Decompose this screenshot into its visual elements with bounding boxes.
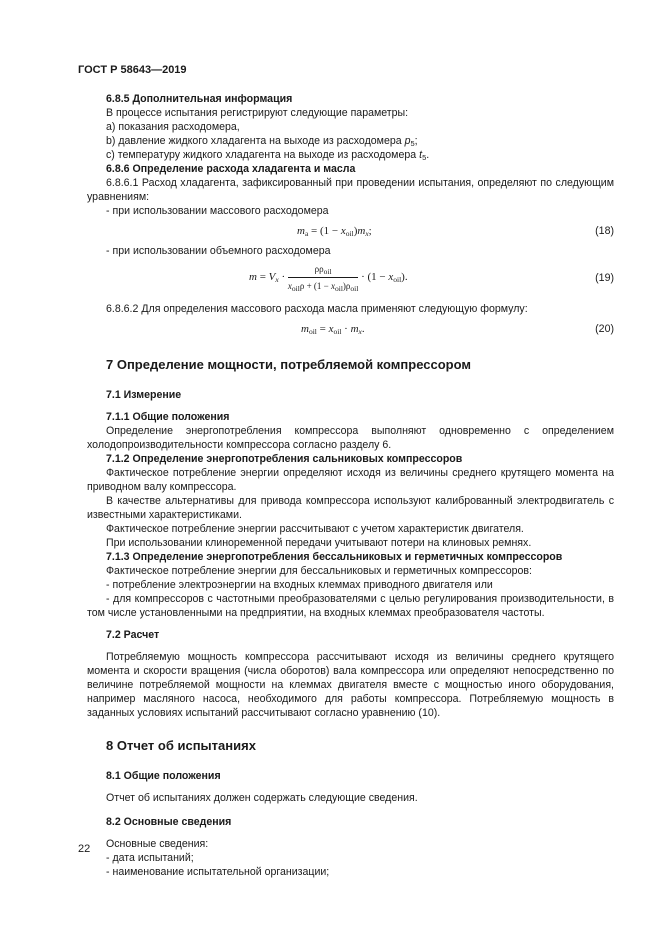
- formula-20: $m_{oil} = x_{oil} \cdot m_x$.: [301, 323, 365, 336]
- list-item: b) давление жидкого хладагента на выходе из расходомера $p_5$;: [106, 135, 418, 148]
- paragraph: Основные сведения:: [106, 838, 209, 850]
- heading-7-2: 7.2 Расчет: [106, 629, 160, 641]
- equation-20: [87, 316, 614, 342]
- document-header: ГОСТ Р 58643—2019: [78, 64, 187, 76]
- heading-7-1-2: 7.1.2 Определение энергопотребления сальниковых компрессоров: [106, 453, 463, 465]
- list-item: - для компрессоров с частотными преобразователями с целью регулирования производительности, в том числе установленными на предприятии, на входных клеммах преобразователя частоты.: [87, 593, 614, 619]
- paragraph: 6.8.6.2 Для определения массового расхода масла применяют следующую формулу:: [106, 303, 528, 315]
- list-item: a) показания расходомера,: [106, 121, 240, 133]
- equation-19: [87, 258, 614, 296]
- paragraph: - при использовании массового расходомера: [106, 205, 329, 217]
- paragraph: Фактическое потребление энергии для бессальниковых и герметичных компрессоров:: [106, 565, 532, 577]
- equation-18: [87, 218, 614, 244]
- document-body: [87, 92, 614, 879]
- paragraph: Отчет об испытаниях должен содержать следующие сведения.: [106, 792, 418, 804]
- heading-6-8-6: 6.8.6 Определение расхода хладагента и масла: [106, 163, 356, 175]
- paragraph: В качестве альтернативы для привода компрессора используют калиброванный электродвигатель с известными характеристиками.: [87, 495, 614, 521]
- list-item: - потребление электроэнергии на входных клеммах приводного двигателя или: [106, 579, 493, 591]
- heading-7-1-1: 7.1.1 Общие положения: [106, 411, 230, 423]
- heading-8-1: 8.1 Общие положения: [106, 770, 221, 782]
- paragraph: При использовании клиноременной передачи учитывают потери на клиновых ремнях.: [106, 537, 532, 549]
- heading-6-8-5: 6.8.5 Дополнительная информация: [106, 93, 293, 105]
- heading-7-1: 7.1 Измерение: [106, 389, 182, 401]
- list-item: - наименование испытательной организации;: [106, 866, 330, 878]
- heading-7-1-3: 7.1.3 Определение энергопотребления бессальниковых и герметичных компрессоров: [106, 551, 563, 563]
- paragraph: - при использовании объемного расходомера: [106, 245, 331, 257]
- section-7-title: 7 Определение мощности, потребляемой компрессором: [106, 357, 471, 372]
- list-item: c) температуру жидкого хладагента на выходе из расходомера $t_5$.: [106, 149, 430, 162]
- list-item: - дата испытаний;: [106, 852, 194, 864]
- paragraph: Определение энергопотребления компрессора выполняют одновременно с определением холодопроизводительности компрессора согласно разделу 6.: [87, 425, 614, 451]
- paragraph: 6.8.6.1 Расход хладагента, зафиксированный при проведении испытания, определяют по следующим уравнениям:: [87, 177, 614, 203]
- heading-8-2: 8.2 Основные сведения: [106, 816, 232, 828]
- paragraph: Фактическое потребление энергии рассчитывают с учетом характеристик двигателя.: [106, 523, 524, 535]
- equation-number: (20): [595, 323, 614, 335]
- paragraph: В процессе испытания регистрируют следующие параметры:: [106, 107, 409, 119]
- equation-number: (18): [595, 225, 614, 237]
- paragraph: Потребляемую мощность компрессора рассчитывают исходя из величины среднего крутящего момента и скорости вращения (числа оборотов) вала компрессора или определяют непосредственно по величине потребляемой мощности на клеммах двигателя вместе с мощностью иного оборудования, например масляного насоса, необходимого для работы компрессора. Потребляемую мощность в заданных условиях испытаний рассчитывают согласно уравнению (10).: [87, 651, 614, 719]
- page-number: 22: [78, 843, 91, 855]
- formula-19: $m = V_x$ · $\frac{\rho\rho_{oil}}{x_{oil}\rho + (1 - x_{oil})\rho_{oil}}$ · $(1 - x_{oil})$.: [249, 264, 408, 293]
- formula-18: $m_a = (1 - x_{oil})m_x$;: [297, 225, 372, 238]
- paragraph: Фактическое потребление энергии определяют исходя из величины среднего крутящего момента на приводном валу компрессора.: [87, 467, 614, 493]
- equation-number: (19): [595, 272, 614, 284]
- section-8-title: 8 Отчет об испытаниях: [106, 738, 256, 753]
